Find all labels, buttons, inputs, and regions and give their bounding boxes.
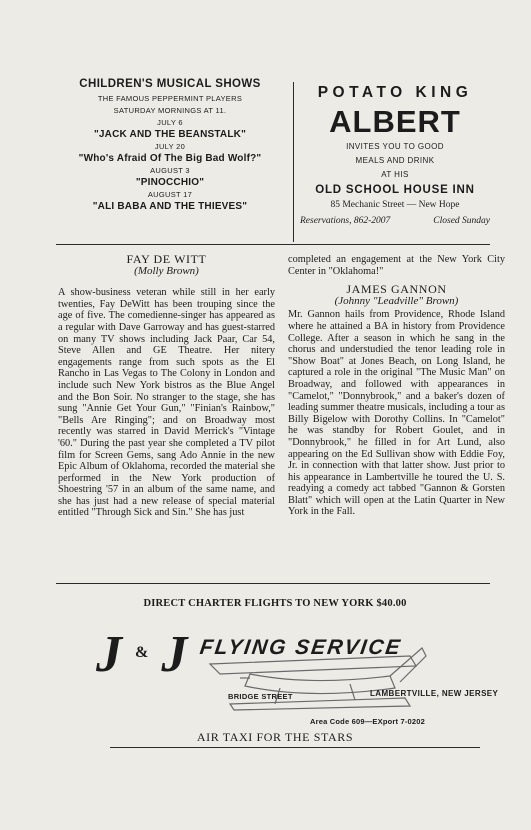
albert-ad-reservations: Reservations, 862-2007 — [300, 216, 391, 226]
show-date: JULY 20 — [154, 142, 186, 151]
charter-headline: DIRECT CHARTER FLIGHTS TO NEW YORK $40.00 — [143, 598, 407, 609]
jj-logo-j2: J — [161, 626, 188, 683]
childrens-shows-ad — [58, 78, 282, 213]
childrens-ad-schedule: SATURDAY MORNINGS AT 11. — [113, 106, 227, 115]
jj-logo — [96, 624, 187, 684]
jj-tagline: AIR TAXI FOR THE STARS — [196, 730, 354, 744]
albert-ad-line2: ALBERT — [329, 104, 461, 139]
albert-ad-address: 85 Mechanic Street — New Hope — [330, 200, 460, 210]
fay-name: FAY DE WITT — [126, 252, 207, 266]
albert-ad-invite2: MEALS AND DRINK — [355, 156, 435, 165]
albert-ad-inn: OLD SCHOOL HOUSE INN — [315, 184, 475, 196]
show-date: AUGUST 17 — [147, 190, 193, 199]
show-title: "ALI BABA AND THE THIEVES" — [92, 201, 248, 212]
fay-bio-text: A show-business veteran while still in her early twenties, Fay DeWitt has been trouping since the age of five. The comedienne-singer has appeared as a regular with Dave Garroway and has guest-starred on many TV shows including Jack Paar, Car 54, Steve Allen and GE Theatre. Her nitery engagements range from such spots as the El Rancho in Las Vegas to The Colony in London and include such New York bistros as the Blue Angel and the Bon Soir. No stranger to the stage, she has sung "Annie Get Your Gun," "Finian's Rainbow," "Bells Are Ringing"; and on Broadway most recently was starred in David Merrick's "Vintage '60." During the past year she completed a TV pilot film for Screen Gems, sang Ado Annie in the new Epic Album of Oklahoma, recorded the material she performed in the New York production of Shoestring '57 in an album of the same name, and she has just had a new release of special material entitled "Through Sick and Sin." She has just — [58, 287, 275, 519]
bio-column-left — [58, 254, 275, 519]
jj-phone: Area Code 609—EXport 7-0202 — [310, 717, 426, 726]
childrens-ad-heading: CHILDREN'S MUSICAL SHOWS — [79, 78, 261, 90]
bottom-divider — [110, 747, 480, 748]
jj-town: LAMBERTVILLE, NEW JERSEY — [370, 689, 499, 698]
jj-logo-j1: J — [96, 626, 122, 683]
fay-role: (Molly Brown) — [134, 264, 199, 277]
james-bio-text: Mr. Gannon hails from Providence, Rhode Island where he attained a BA in history from Providence College. After a season in which he sang in the chorus and understudied the tenor leading role in "Show Boat" at Jones Beach, on Long Island, he captured a role in the original "The Music Man" on Broadway, and followed with appearances in "Camelot," "Donnybrook," and a baker's dozen of leading summer theatre musicals, including a tour as Billy Bigelow with Dorothy Collins. In "Camelot" he was standby for Robert Goulet, and in "Donnybrook," he filled in for Art Lund, also appearing on the Ed Sullivan show with Eddie Foy, Jr. in connection with that latter show. Just prior to his appearance in Lambertville he toured the U. S. readying a comedy act tabbed "Gannon & Gorsten Blatt" which will open at the Latin Quarter in New York in the Fall. — [288, 309, 505, 518]
top-divider — [56, 244, 490, 245]
show-title: "Who's Afraid Of The Big Bad Wolf?" — [78, 153, 262, 164]
show-date: AUGUST 3 — [150, 166, 190, 175]
albert-ad-closed: Closed Sunday — [433, 216, 490, 226]
show-date: JULY 6 — [157, 118, 183, 127]
childrens-ad-presenter: THE FAMOUS PEPPERMINT PLAYERS — [97, 94, 243, 103]
james-name: JAMES GANNON — [346, 282, 447, 297]
show-title: "JACK AND THE BEANSTALK" — [93, 129, 247, 140]
albert-ad-reservations-row — [300, 216, 490, 226]
flying-service-wordmark: FLYING SERVICE — [198, 636, 404, 659]
middle-divider — [56, 583, 490, 584]
albert-ad-at-his: AT HIS — [381, 170, 409, 179]
ad-divider — [293, 82, 294, 242]
jj-logo-amp: & — [135, 644, 149, 661]
show-title: "PINOCCHIO" — [135, 177, 205, 188]
james-role: (Johnny "Leadville" Brown) — [334, 294, 459, 307]
fay-bio-continued: completed an engagement at the New York City Center in "Oklahoma!" — [288, 254, 505, 277]
bio-column-right — [288, 254, 505, 518]
albert-ad — [300, 84, 490, 226]
albert-ad-invite1: INVITES YOU TO GOOD — [346, 142, 444, 151]
albert-ad-line1: POTATO KING — [317, 84, 473, 101]
jj-street: BRIDGE STREET — [228, 692, 293, 701]
